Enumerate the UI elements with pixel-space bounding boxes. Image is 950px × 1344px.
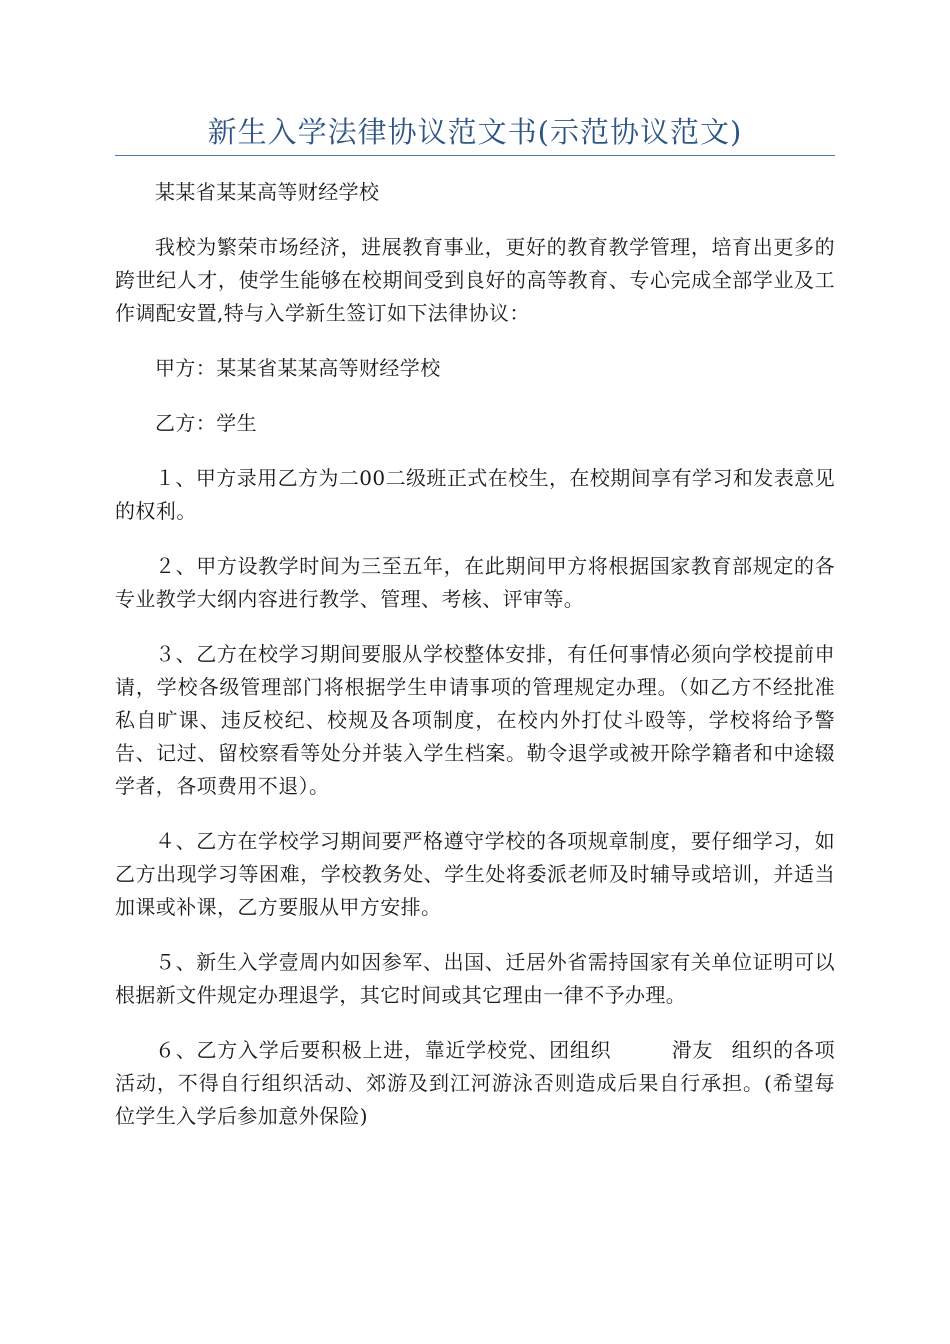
clause-2: ２、甲方设教学时间为三至五年，在此期间甲方将根据国家教育部规定的各专业教学大纲内容进行教学、管理、考核、评审等。 [115,554,835,611]
title-underline [115,155,835,156]
clause-6-part3: 组织的各项活动，不得自行组织活动、郊游及到江河游泳否则造成后果自行承担。(希望每位学生入学后参加意外保险) [115,1038,835,1128]
clause-3: ３、乙方在校学习期间要服从学校整体安排，有任何事情必须向学校提前申请，学校各级管理部门将根据学生申请事项的管理规定办理。（如乙方不经批准私自旷课、违反校纪、校规及各项制度，在校内外打仗斗殴等，学校将给予警告、记过、留校察看等处分并装入学生档案。勒令退学或被开除学籍者和中途辍学者，各项费用不退）。 [115,642,835,798]
clause-4: ４、乙方在学校学习期间要严格遵守学校的各项规章制度，要仔细学习，如乙方出现学习等困难，学校教务处、学生处将委派老师及时辅导或培训，并适当加课或补课，乙方要服从甲方安排。 [115,829,835,919]
clause-6-part1: ６、乙方入学后要积极上进，靠近学校党、团组织 [155,1038,612,1062]
document-title: 新生入学法律协议范文书(示范协议范文) [207,115,743,149]
clause-1: １、甲方录用乙方为二00二级班正式在校生，在校期间享有学习和发表意见的权利。 [115,466,835,523]
clause-5: ５、新生入学壹周内如因参军、出国、迁居外省需持国家有关单位证明可以根据新文件规定办理退学，其它时间或其它理由一律不予办理。 [115,950,835,1007]
clause-6 [115,1034,835,1133]
party-a: 甲方：某某省某某高等财经学校 [155,356,441,380]
school-line: 某某省某某高等财经学校 [155,180,380,204]
document-body [115,176,835,1155]
clause-6-part2: 滑友 [671,1038,714,1062]
intro-paragraph: 我校为繁荣市场经济，进展教育事业，更好的教育教学管理，培育出更多的跨世纪人才，使学生能够在校期间受到良好的高等教育、专心完成全部学业及工作调配安置,特与入学新生签订如下法律协议： [115,235,835,325]
party-b: 乙方：学生 [155,411,257,435]
